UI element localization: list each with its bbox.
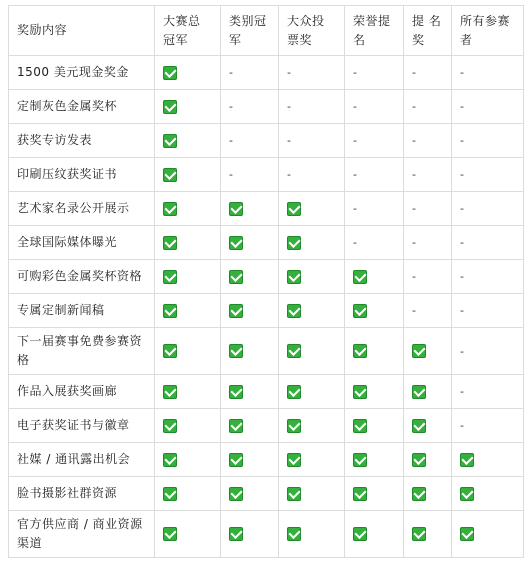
dash-text: - xyxy=(460,100,465,113)
check-cell xyxy=(221,328,279,375)
checkmark-icon xyxy=(287,487,301,501)
checkmark-icon xyxy=(460,487,474,501)
checkmark-icon xyxy=(163,527,177,541)
header-nominee: 提 名 奖 xyxy=(404,6,452,56)
reward-label: 作品入展获奖画廊 xyxy=(9,375,155,409)
checkmark-icon xyxy=(163,385,177,399)
check-cell xyxy=(221,511,279,558)
checkmark-icon xyxy=(353,385,367,399)
check-cell xyxy=(345,375,404,409)
checkmark-icon xyxy=(353,344,367,358)
checkmark-icon xyxy=(229,236,243,250)
check-cell xyxy=(404,511,452,558)
checkmark-icon xyxy=(412,453,426,467)
checkmark-icon xyxy=(412,344,426,358)
check-cell xyxy=(279,226,345,260)
dash-cell xyxy=(345,124,404,158)
checkmark-icon xyxy=(163,487,177,501)
dash-cell xyxy=(279,90,345,124)
checkmark-icon xyxy=(229,453,243,467)
dash-cell xyxy=(345,192,404,226)
reward-label: 官方供应商 / 商业资源渠道 xyxy=(9,511,155,558)
dash-text: - xyxy=(353,134,358,147)
dash-cell xyxy=(404,124,452,158)
checkmark-icon xyxy=(163,344,177,358)
dash-text: - xyxy=(460,236,465,249)
dash-cell xyxy=(452,192,524,226)
check-cell xyxy=(345,409,404,443)
check-cell xyxy=(155,158,221,192)
checkmark-icon xyxy=(412,487,426,501)
check-cell xyxy=(452,511,524,558)
dash-cell xyxy=(452,375,524,409)
dash-cell xyxy=(404,56,452,90)
dash-text: - xyxy=(412,134,417,147)
header-all-entrants: 所有参赛者 xyxy=(452,6,524,56)
dash-cell xyxy=(452,409,524,443)
checkmark-icon xyxy=(287,385,301,399)
dash-text: - xyxy=(287,168,292,181)
checkmark-icon xyxy=(287,419,301,433)
dash-cell xyxy=(404,260,452,294)
dash-cell xyxy=(452,56,524,90)
check-cell xyxy=(221,477,279,511)
checkmark-icon xyxy=(412,527,426,541)
dash-text: - xyxy=(229,134,234,147)
check-cell xyxy=(221,294,279,328)
check-cell xyxy=(345,294,404,328)
dash-cell xyxy=(452,124,524,158)
check-cell xyxy=(345,477,404,511)
dash-cell xyxy=(279,158,345,192)
table-row xyxy=(9,56,524,90)
table-row xyxy=(9,90,524,124)
checkmark-icon xyxy=(287,202,301,216)
reward-label: 获奖专访发表 xyxy=(9,124,155,158)
reward-label: 社媒 / 通讯露出机会 xyxy=(9,443,155,477)
checkmark-icon xyxy=(229,385,243,399)
check-cell xyxy=(279,409,345,443)
checkmark-icon xyxy=(163,453,177,467)
dash-text: - xyxy=(287,66,292,79)
dash-cell xyxy=(221,158,279,192)
reward-label: 下一届赛事免费参赛资格 xyxy=(9,328,155,375)
check-cell xyxy=(404,375,452,409)
dash-text: - xyxy=(412,270,417,283)
dash-text: - xyxy=(460,202,465,215)
dash-cell xyxy=(221,56,279,90)
check-cell xyxy=(155,511,221,558)
check-cell xyxy=(345,328,404,375)
check-cell xyxy=(404,328,452,375)
checkmark-icon xyxy=(163,168,177,182)
dash-cell xyxy=(404,158,452,192)
check-cell xyxy=(404,443,452,477)
dash-cell xyxy=(345,158,404,192)
check-cell xyxy=(155,294,221,328)
checkmark-icon xyxy=(163,236,177,250)
checkmark-icon xyxy=(229,419,243,433)
checkmark-icon xyxy=(353,487,367,501)
checkmark-icon xyxy=(229,270,243,284)
table-row xyxy=(9,375,524,409)
check-cell xyxy=(279,328,345,375)
dash-text: - xyxy=(353,66,358,79)
check-cell xyxy=(279,443,345,477)
dash-cell xyxy=(404,294,452,328)
table-row xyxy=(9,328,524,375)
check-cell xyxy=(221,409,279,443)
dash-text: - xyxy=(229,168,234,181)
check-cell xyxy=(345,511,404,558)
reward-label: 脸书摄影社群资源 xyxy=(9,477,155,511)
dash-text: - xyxy=(460,385,465,398)
dash-text: - xyxy=(412,100,417,113)
dash-cell xyxy=(345,226,404,260)
checkmark-icon xyxy=(287,304,301,318)
check-cell xyxy=(221,375,279,409)
reward-label: 1500 美元现金奖金 xyxy=(9,56,155,90)
check-cell xyxy=(279,260,345,294)
table-row xyxy=(9,443,524,477)
reward-label: 印刷压纹获奖证书 xyxy=(9,158,155,192)
table-row xyxy=(9,124,524,158)
dash-text: - xyxy=(229,100,234,113)
table-header-row xyxy=(9,6,524,56)
checkmark-icon xyxy=(412,385,426,399)
dash-text: - xyxy=(460,419,465,432)
dash-text: - xyxy=(229,66,234,79)
checkmark-icon xyxy=(287,527,301,541)
dash-cell xyxy=(404,90,452,124)
check-cell xyxy=(279,511,345,558)
checkmark-icon xyxy=(460,453,474,467)
dash-text: - xyxy=(460,270,465,283)
check-cell xyxy=(345,260,404,294)
checkmark-icon xyxy=(353,270,367,284)
dash-text: - xyxy=(460,344,465,358)
dash-text: - xyxy=(353,168,358,181)
dash-cell xyxy=(221,124,279,158)
check-cell xyxy=(221,192,279,226)
dash-text: - xyxy=(460,168,465,181)
checkmark-icon xyxy=(163,202,177,216)
check-cell xyxy=(155,90,221,124)
reward-label: 定制灰色金属奖杯 xyxy=(9,90,155,124)
checkmark-icon xyxy=(287,236,301,250)
dash-cell xyxy=(452,158,524,192)
dash-cell xyxy=(452,260,524,294)
check-cell xyxy=(221,260,279,294)
dash-text: - xyxy=(412,202,417,215)
dash-text: - xyxy=(412,168,417,181)
dash-cell xyxy=(279,124,345,158)
dash-text: - xyxy=(460,66,465,79)
check-cell xyxy=(279,477,345,511)
dash-text: - xyxy=(353,100,358,113)
dash-text: - xyxy=(412,304,417,317)
checkmark-icon xyxy=(163,66,177,80)
checkmark-icon xyxy=(163,419,177,433)
awards-table xyxy=(8,5,524,558)
header-grand-champion: 大赛总冠军 xyxy=(155,6,221,56)
checkmark-icon xyxy=(229,527,243,541)
dash-text: - xyxy=(287,134,292,147)
check-cell xyxy=(345,443,404,477)
dash-text: - xyxy=(287,100,292,113)
check-cell xyxy=(404,477,452,511)
checkmark-icon xyxy=(163,304,177,318)
dash-text: - xyxy=(412,66,417,79)
checkmark-icon xyxy=(287,453,301,467)
checkmark-icon xyxy=(229,487,243,501)
check-cell xyxy=(279,192,345,226)
dash-cell xyxy=(452,226,524,260)
dash-text: - xyxy=(353,236,358,249)
dash-cell xyxy=(452,328,524,375)
dash-cell xyxy=(452,90,524,124)
reward-label: 专属定制新闻稿 xyxy=(9,294,155,328)
dash-cell xyxy=(345,56,404,90)
dash-cell xyxy=(279,56,345,90)
check-cell xyxy=(155,192,221,226)
checkmark-icon xyxy=(163,100,177,114)
check-cell xyxy=(155,443,221,477)
table-row xyxy=(9,511,524,558)
dash-text: - xyxy=(412,236,417,249)
check-cell xyxy=(279,375,345,409)
checkmark-icon xyxy=(163,134,177,148)
checkmark-icon xyxy=(229,304,243,318)
dash-cell xyxy=(221,90,279,124)
table-row xyxy=(9,158,524,192)
checkmark-icon xyxy=(163,270,177,284)
checkmark-icon xyxy=(287,344,301,358)
table-row xyxy=(9,226,524,260)
dash-cell xyxy=(345,90,404,124)
dash-cell xyxy=(452,294,524,328)
dash-cell xyxy=(404,192,452,226)
check-cell xyxy=(155,260,221,294)
check-cell xyxy=(155,328,221,375)
checkmark-icon xyxy=(229,202,243,216)
checkmark-icon xyxy=(412,419,426,433)
check-cell xyxy=(155,477,221,511)
check-cell xyxy=(221,443,279,477)
reward-label: 艺术家名录公开展示 xyxy=(9,192,155,226)
checkmark-icon xyxy=(353,419,367,433)
reward-label: 可购彩色金属奖杯资格 xyxy=(9,260,155,294)
table-row xyxy=(9,409,524,443)
dash-text: - xyxy=(460,304,465,317)
header-honorable-mention: 荣誉提名 xyxy=(345,6,404,56)
table-row xyxy=(9,260,524,294)
check-cell xyxy=(221,226,279,260)
checkmark-icon xyxy=(287,270,301,284)
header-reward-content: 奖励内容 xyxy=(9,6,155,56)
check-cell xyxy=(155,226,221,260)
check-cell xyxy=(452,443,524,477)
reward-label: 全球国际媒体曝光 xyxy=(9,226,155,260)
dash-text: - xyxy=(460,134,465,147)
check-cell xyxy=(155,56,221,90)
check-cell xyxy=(155,375,221,409)
checkmark-icon xyxy=(229,344,243,358)
reward-label: 电子获奖证书与徽章 xyxy=(9,409,155,443)
table-row xyxy=(9,477,524,511)
header-category-winner: 类别冠军 xyxy=(221,6,279,56)
check-cell xyxy=(404,409,452,443)
checkmark-icon xyxy=(353,527,367,541)
checkmark-icon xyxy=(353,453,367,467)
dash-text: - xyxy=(353,202,358,215)
dash-cell xyxy=(404,226,452,260)
check-cell xyxy=(155,409,221,443)
header-popular-vote: 大众投票奖 xyxy=(279,6,345,56)
check-cell xyxy=(452,477,524,511)
table-row xyxy=(9,294,524,328)
table-row xyxy=(9,192,524,226)
checkmark-icon xyxy=(460,527,474,541)
checkmark-icon xyxy=(353,304,367,318)
check-cell xyxy=(279,294,345,328)
check-cell xyxy=(155,124,221,158)
